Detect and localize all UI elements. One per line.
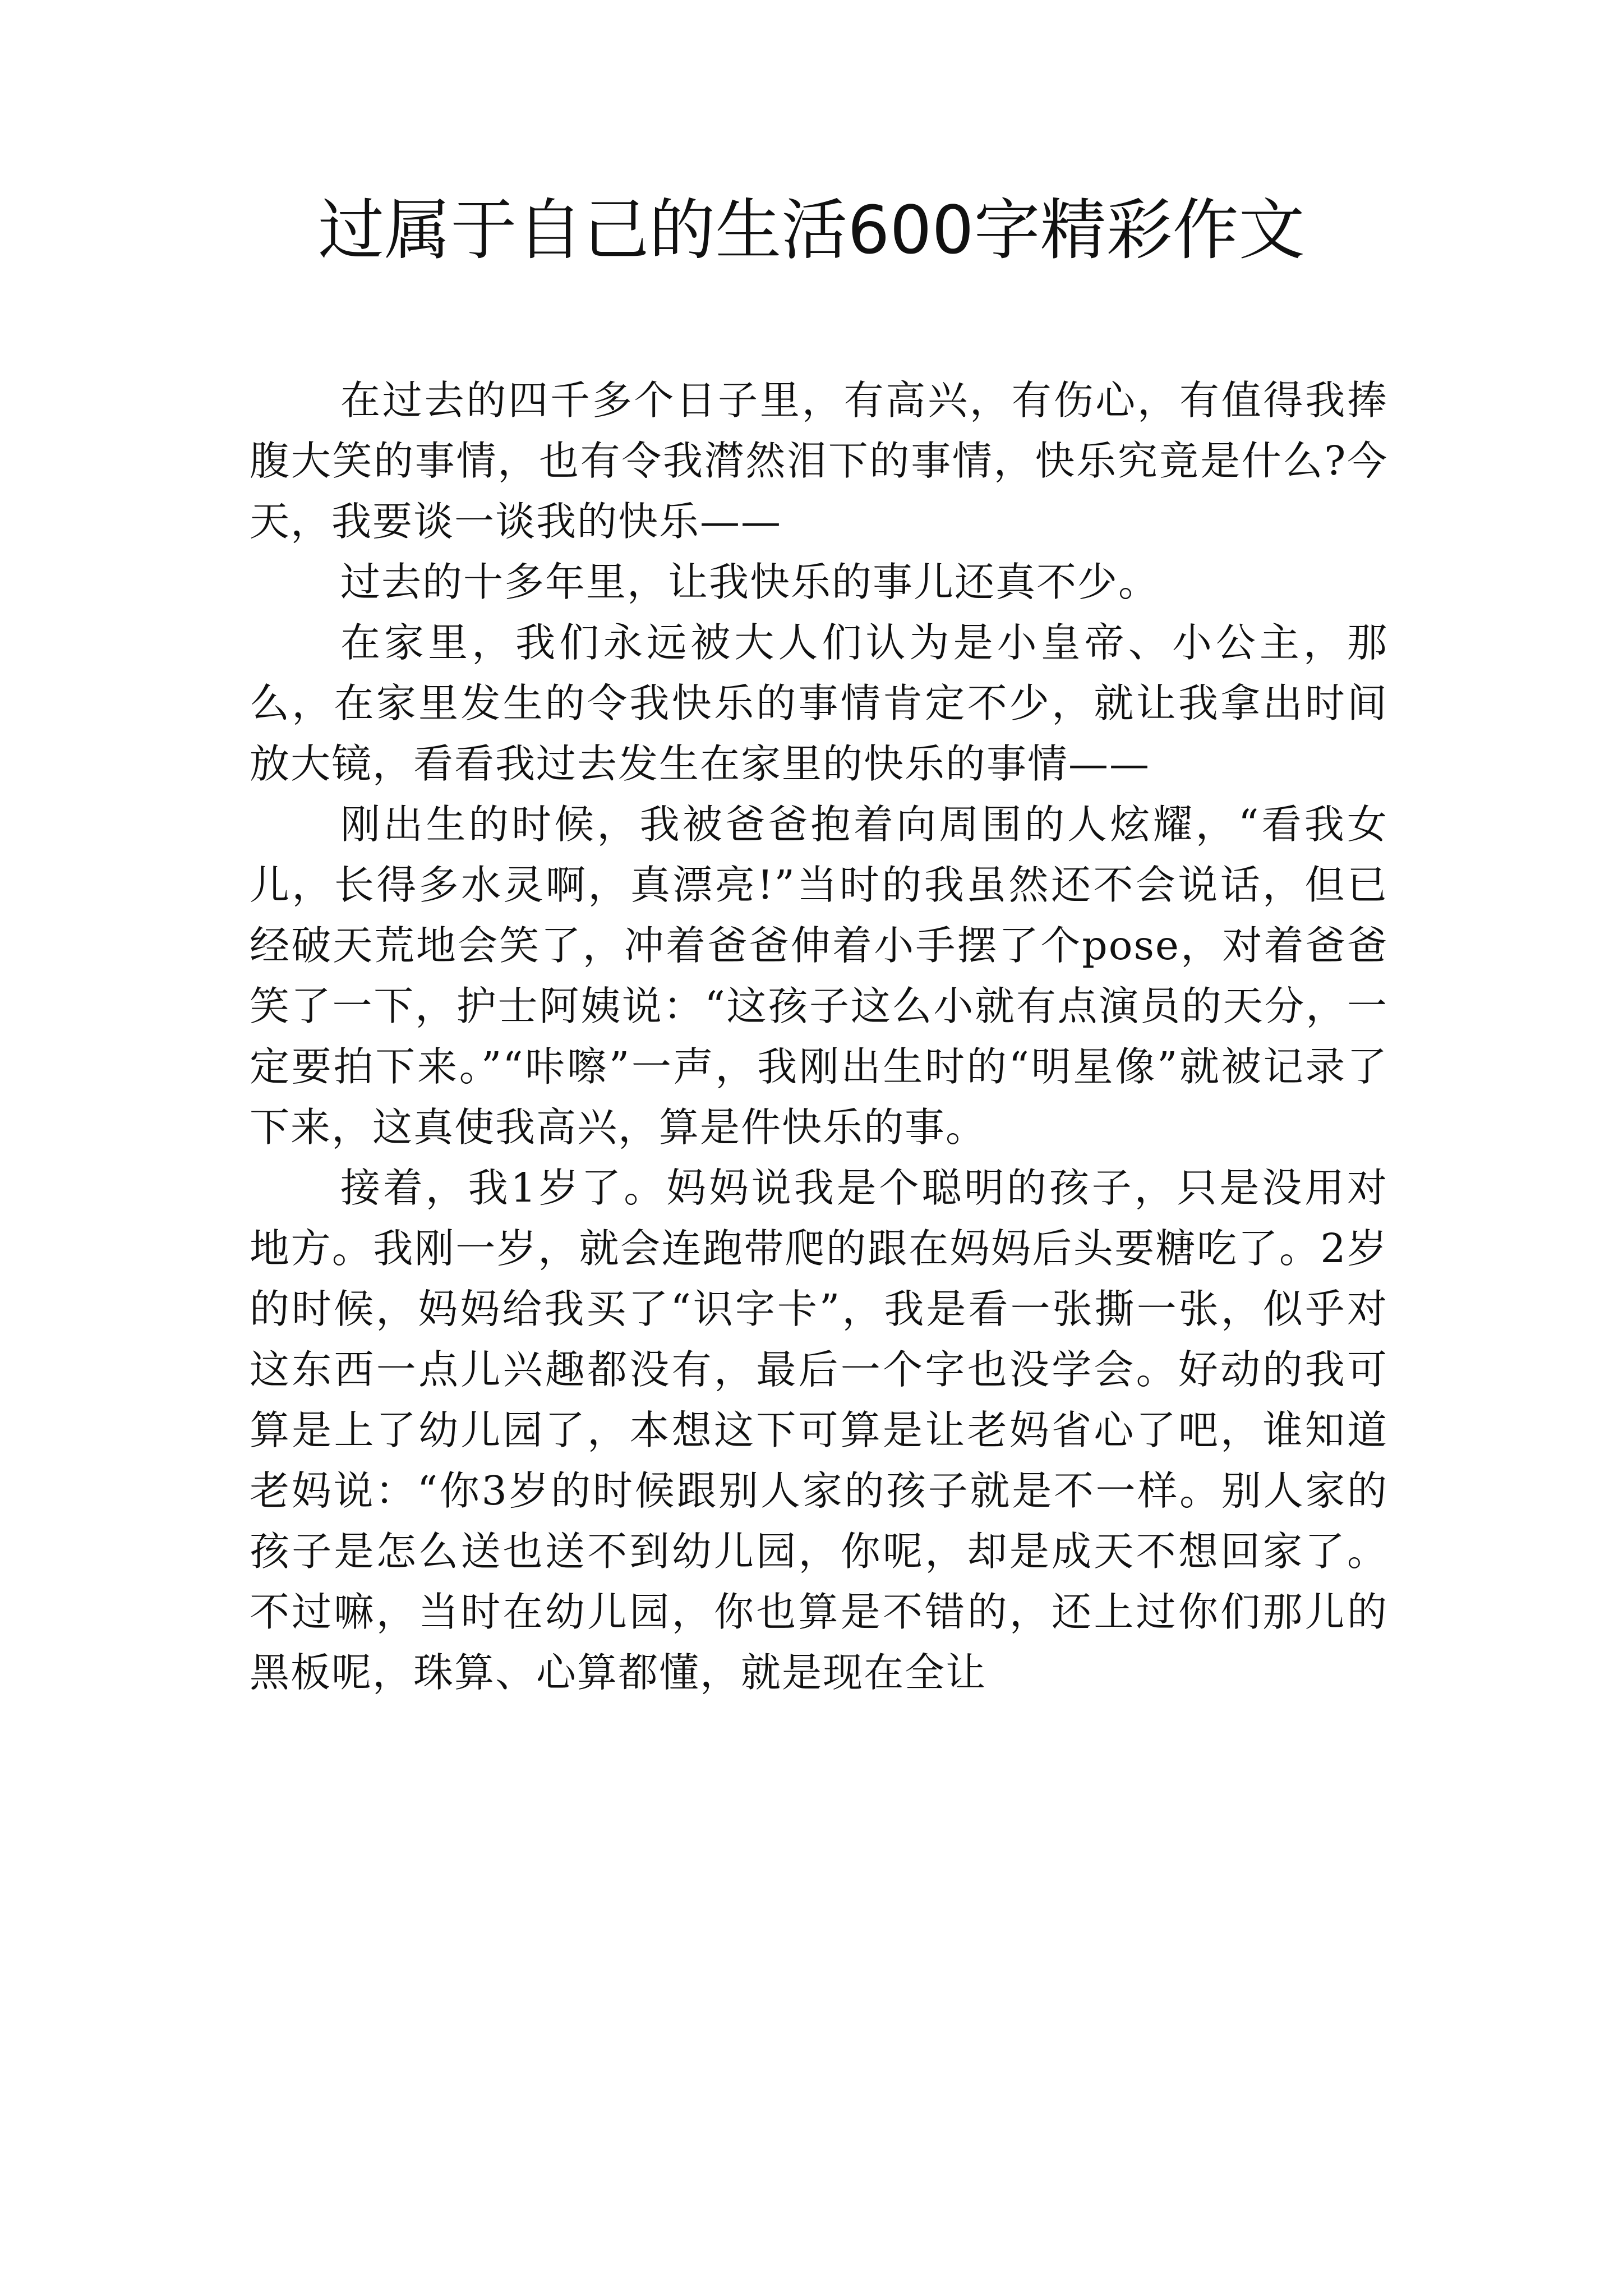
paragraph: 过去的十多年里，让我快乐的事儿还真不少。 [340, 559, 1160, 605]
paragraph: 刚出生的时候，我被爸爸抱着向周围的人炫耀，“看我女儿，长得多水灵啊，真漂亮!”当时的我虽然还不会说话，但已经破天荒地会笑了，冲着爸爸伸着小手摆了个pose，对着爸爸笑了一下，护士阿姨说：“这孩子这么小就有点演员的天分，一定要拍下来。”“咔嚓”一声，我刚出生时的“明星像”就被记录了下来，这真使我高兴，算是件快乐的事。 [250, 801, 1388, 1151]
document-body [250, 370, 1388, 1703]
document-title: 过属于自己的生活600字精彩作文 [318, 191, 1305, 269]
paragraph: 接着，我1岁了。妈妈说我是个聪明的孩子，只是没用对地方。我刚一岁，就会连跑带爬的跟在妈妈后头要糖吃了。2岁的时候，妈妈给我买了“识字卡”，我是看一张撕一张，似乎对这东西一点儿兴趣都没有，最后一个字也没学会。好动的我可算是上了幼儿园了，本想这下可算是让老妈省心了吧，谁知道老妈说：“你3岁的时候跟别人家的孩子就是不一样。别人家的孩子是怎么送也送不到幼儿园，你呢，却是成天不想回家了。不过嘛，当时在幼儿园，你也算是不错的，还上过你们那儿的黑板呢，珠算、心算都懂，就是现在全让 [250, 1165, 1388, 1696]
paragraph: 在过去的四千多个日子里，有高兴，有伤心，有值得我捧腹大笑的事情，也有令我潸然泪下的事情，快乐究竟是什么?今天，我要谈一谈我的快乐—— [250, 377, 1388, 545]
paragraph: 在家里，我们永远被大人们认为是小皇帝、小公主，那么，在家里发生的令我快乐的事情肯定不少，就让我拿出时间放大镜，看看我过去发生在家里的快乐的事情—— [250, 619, 1388, 787]
